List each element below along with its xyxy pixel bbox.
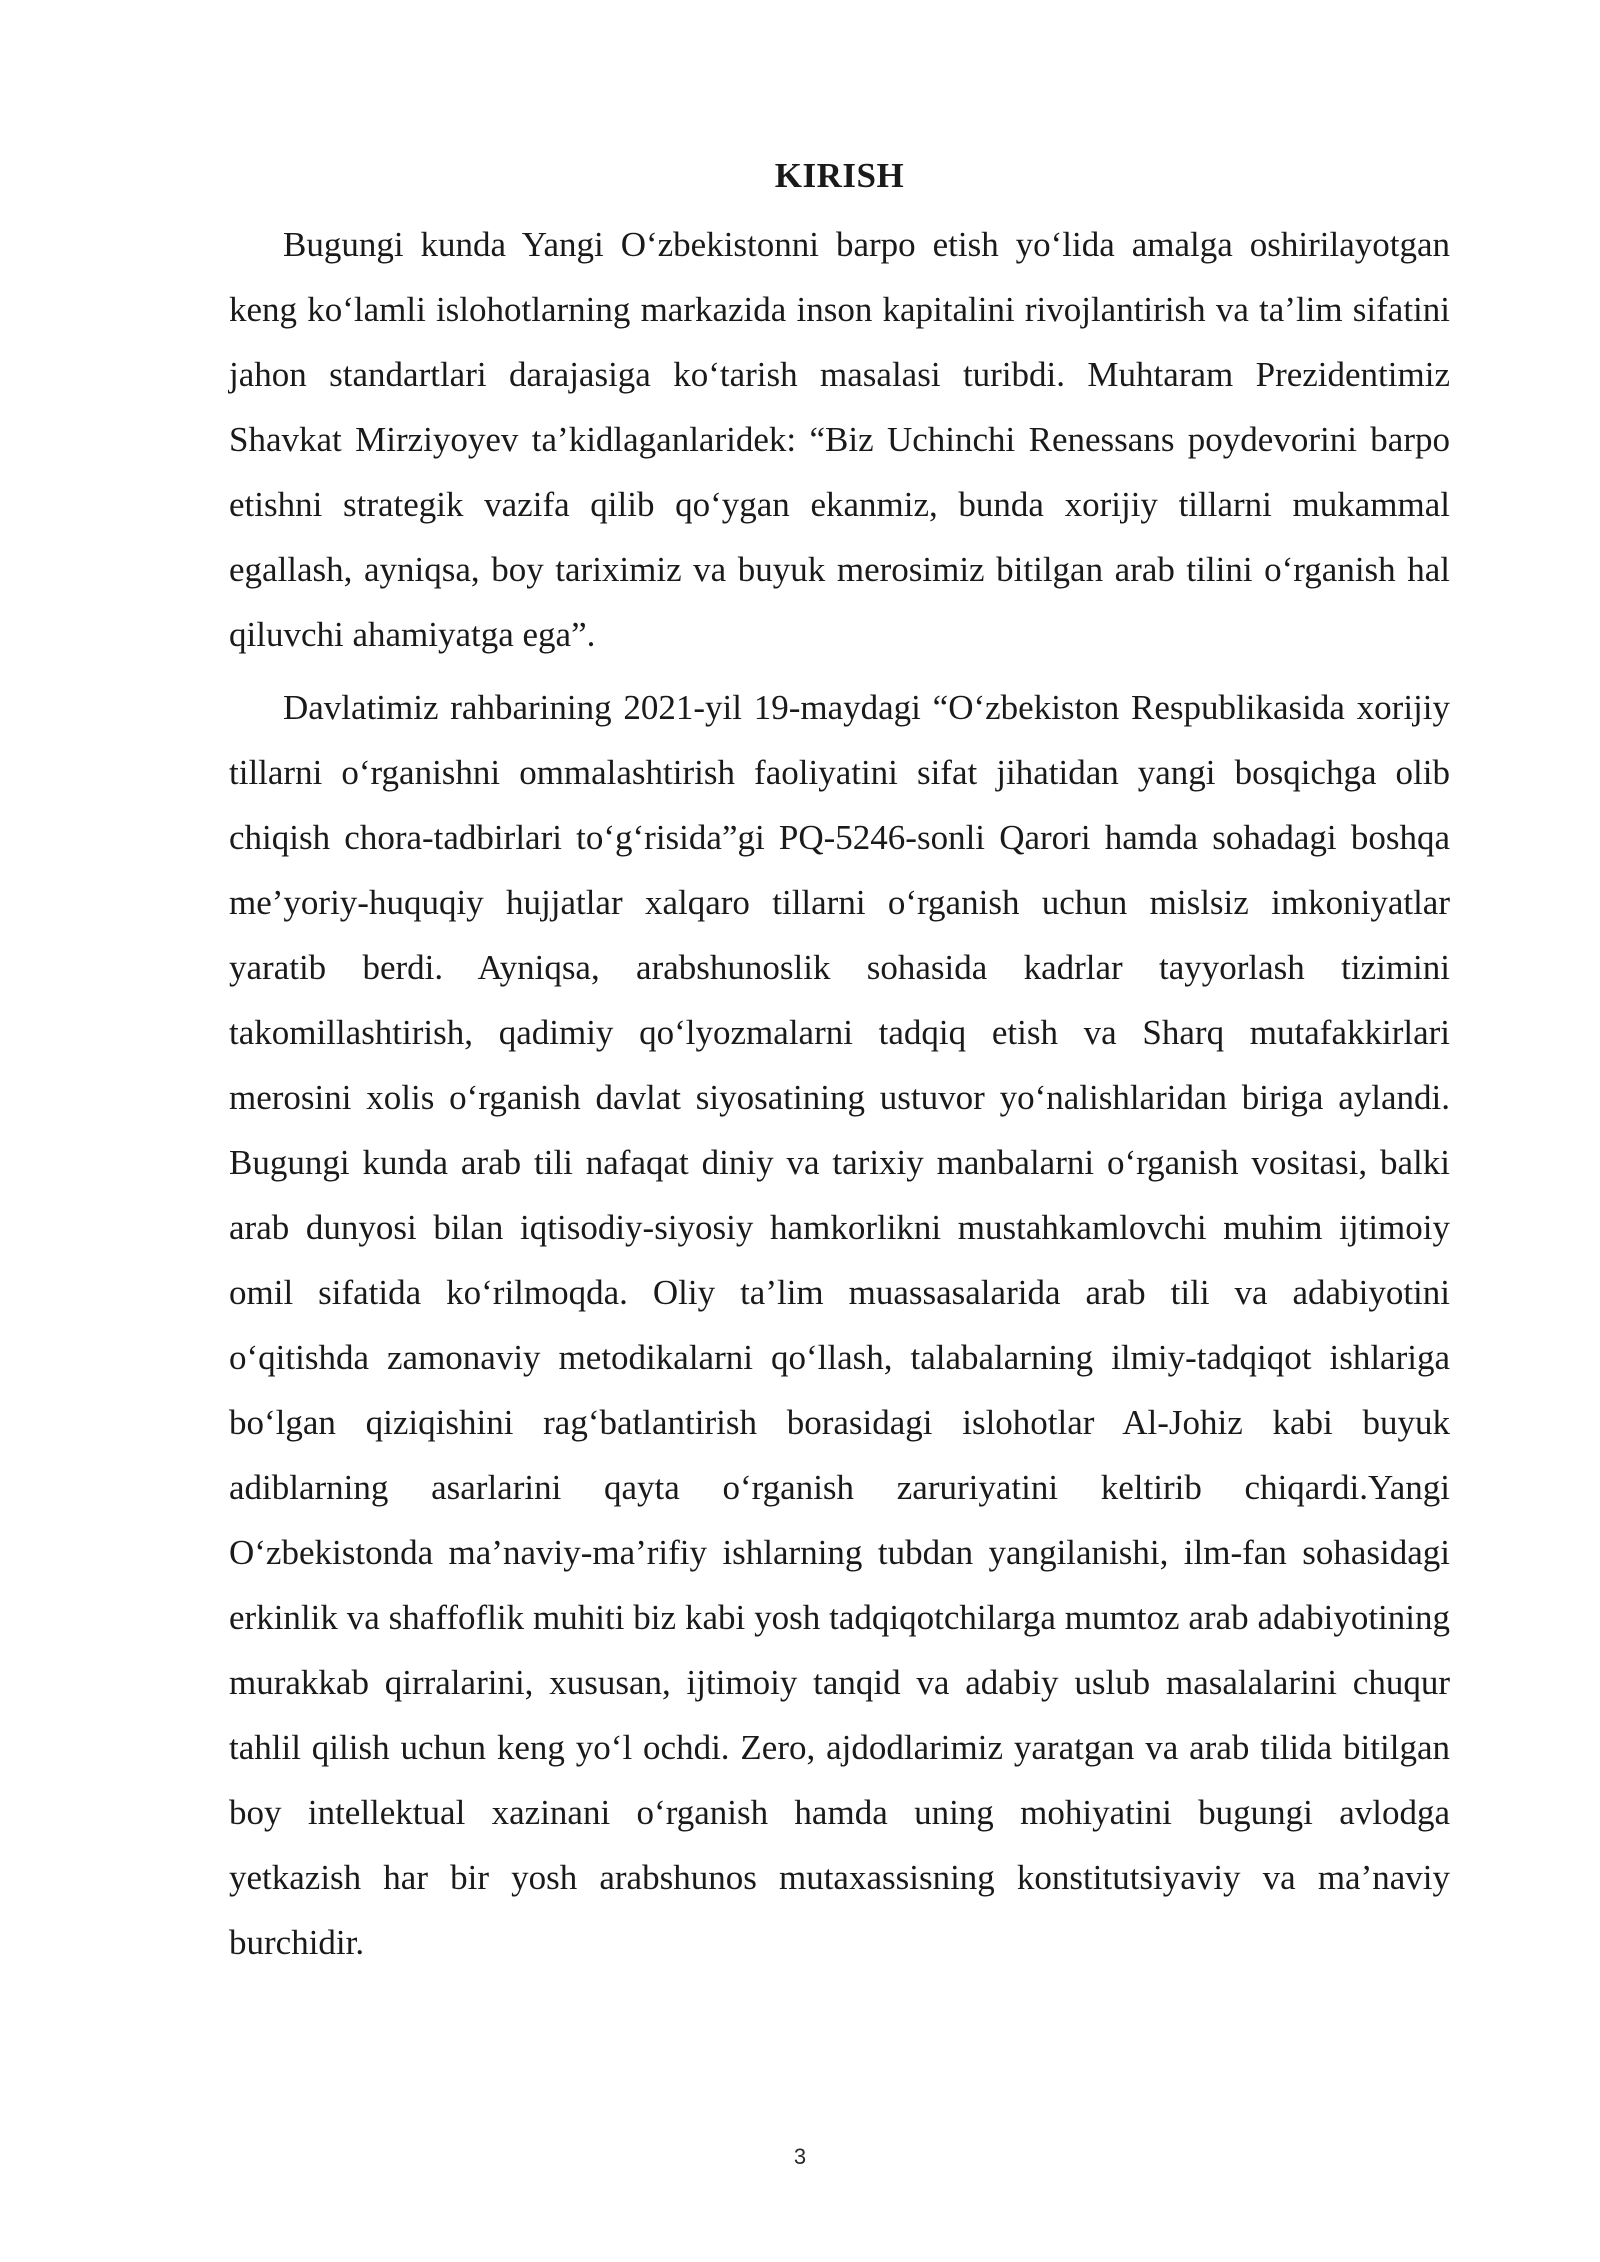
paragraph-decree: Davlatimiz rahbarining 2021-yil 19-maydagi “O‘zbekiston Respublikasida xorijiy tillarni o‘rganishni ommalashtirish faoliyatini sifat jihatidan yangi bosqichga olib chiqish chora-tadbirlari to‘g‘risida”gi PQ-5246-sonli Qarori hamda sohadagi boshqa me’yoriy-huquqiy hujjatlar xalqaro tillarni o‘rganish uchun mislsiz imkoniyatlar yaratib berdi. Ayniqsa, arabshunoslik sohasida kadrlar tayyorlash tizimini takomillashtirish, qadimiy qo‘lyozmalarni tadqiq etish va Sharq mutafakkirlari merosini xolis o‘rganish davlat siyosatining ustuvor yo‘nalishlaridan biriga aylandi. Bugungi kunda arab tili nafaqat diniy va tarixiy manbalarni o‘rganish vositasi, balki arab dunyosi bilan iqtisodiy-siyosiy hamkorlikni mustahkamlovchi muhim ijtimoiy omil sifatida ko‘rilmoqda. Oliy ta’lim muassasalarida arab tili va adabiyotini o‘qitishda zamonaviy metodikalarni qo‘llash, talabalarning ilmiy-tadqiqot ishlariga bo‘lgan qiziqishini rag‘batlantirish borasidagi islohotlar Al-Johiz kabi buyuk adiblarning asarlarini qayta o‘rganish zaruriyatini keltirib chiqardi.Yangi O‘zbekistonda ma’naviy-ma’rifiy ishlarning tubdan yangilanishi, ilm-fan sohasidagi erkinlik va shaffoflik muhiti biz kabi yosh tadqiqotchilarga mumtoz arab adabiyotining murakkab qirralarini, xususan, ijtimoiy tanqid va adabiy uslub masalalarini chuqur tahlil qilish uchun keng yo‘l ochdi. Zero, ajdodlarimiz yaratgan va arab tilida bitilgan boy intellektual xazinani o‘rganish hamda uning mohiyatini bugungi avlodga yetkazish har bir yosh arabshunos mutaxassisning konstitutsiyaviy va ma’naviy burchidir. xyxy=(229,688,1450,1962)
page-body xyxy=(229,148,1450,1975)
paragraph-intro: Bugungi kunda Yangi O‘zbekistonni barpo etish yo‘lida amalga oshirilayotgan keng ko‘lamli islohotlarning markazida inson kapitalini rivojlantirish va ta’lim sifatini jahon standartlari darajasiga ko‘tarish masalasi turibdi. Muhtaram Prezidentimiz Shavkat Mirziyoyev ta’kidlaganlaridek: “Biz Uchinchi Renessans poydevorini barpo etishni strategik vazifa qilib qo‘ygan ekanmiz, bunda xorijiy tillarni mukammal egallash, ayniqsa, boy tariximiz va buyuk merosimiz bitilgan arab tilini o‘rganish hal qiluvchi ahamiyatga ega”. xyxy=(229,225,1450,654)
page-number: 3 xyxy=(793,2144,807,2169)
section-title: KIRISH xyxy=(774,156,905,195)
